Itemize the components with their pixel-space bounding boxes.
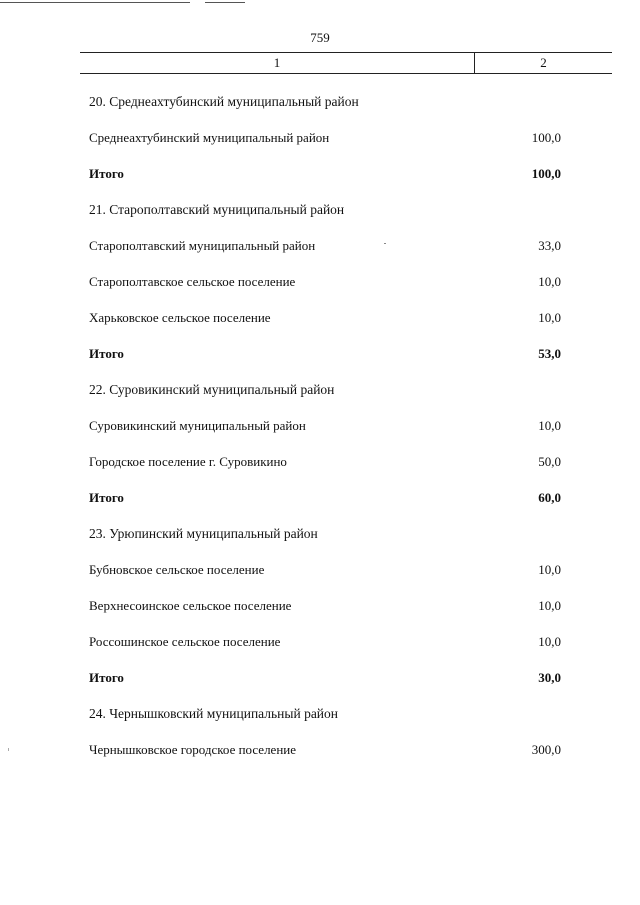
section-heading-row [89, 200, 561, 220]
row-label: Бубновское сельское поселение [89, 562, 265, 577]
section-title: 20. Среднеахтубинский муниципальный район [89, 94, 359, 109]
row-value: 33,0 [538, 238, 561, 253]
table-row [89, 128, 561, 148]
table-row [89, 452, 561, 472]
row-value: 50,0 [538, 454, 561, 469]
total-row [89, 668, 561, 688]
row-value: 300,0 [531, 742, 561, 757]
table-row [89, 272, 561, 292]
table-row [89, 236, 561, 256]
scan-edge-line [205, 2, 245, 3]
total-row [89, 344, 561, 364]
table-header [80, 52, 612, 74]
total-label: Итого [89, 346, 124, 361]
row-label: Среднеахтубинский муниципальный район [89, 130, 330, 145]
table-row [89, 632, 561, 652]
row-label: Старополтавский муниципальный район [89, 238, 316, 253]
total-row [89, 164, 561, 184]
section-title: 21. Старополтавский муниципальный район [89, 202, 345, 217]
table-row [89, 596, 561, 616]
row-value: 10,0 [538, 598, 561, 613]
page-number: 759 [310, 30, 330, 45]
section-heading-row [89, 524, 561, 544]
total-value: 30,0 [538, 670, 561, 685]
row-label: Суровикинский муниципальный район [89, 418, 306, 433]
total-value: 53,0 [538, 346, 561, 361]
total-label: Итого [89, 490, 124, 505]
row-value: 10,0 [538, 418, 561, 433]
section-heading-row [89, 704, 561, 724]
table-row [89, 416, 561, 436]
row-label: Россошинское сельское поселение [89, 634, 281, 649]
section-heading-row [89, 380, 561, 400]
row-label: Харьковское сельское поселение [89, 310, 271, 325]
row-value: 100,0 [531, 130, 561, 145]
table-row [89, 308, 561, 328]
row-value: 10,0 [538, 274, 561, 289]
scan-edge-line [0, 2, 190, 3]
total-value: 60,0 [538, 490, 561, 505]
section-title: 24. Чернышковский муниципальный район [89, 706, 339, 721]
row-value: 10,0 [538, 634, 561, 649]
table-header-col-2: 2 [540, 55, 547, 70]
section-title: 23. Урюпинский муниципальный район [89, 526, 318, 541]
section-title: 22. Суровикинский муниципальный район [89, 382, 335, 397]
scan-speck [8, 748, 9, 751]
row-label: Городское поселение г. Суровикино [89, 454, 287, 469]
row-value: 10,0 [538, 562, 561, 577]
row-label: Старополтавское сельское поселение [89, 274, 296, 289]
row-label: Чернышковское городское поселение [89, 742, 297, 757]
total-value: 100,0 [531, 166, 561, 181]
table-row [89, 740, 561, 760]
scan-speck [384, 243, 386, 244]
total-label: Итого [89, 670, 124, 685]
row-value: 10,0 [538, 310, 561, 325]
total-row [89, 488, 561, 508]
row-label: Верхнесоинское сельское поселение [89, 598, 292, 613]
section-heading-row [89, 92, 561, 112]
total-label: Итого [89, 166, 124, 181]
table-header-col-1: 1 [80, 53, 475, 73]
table-row [89, 560, 561, 580]
